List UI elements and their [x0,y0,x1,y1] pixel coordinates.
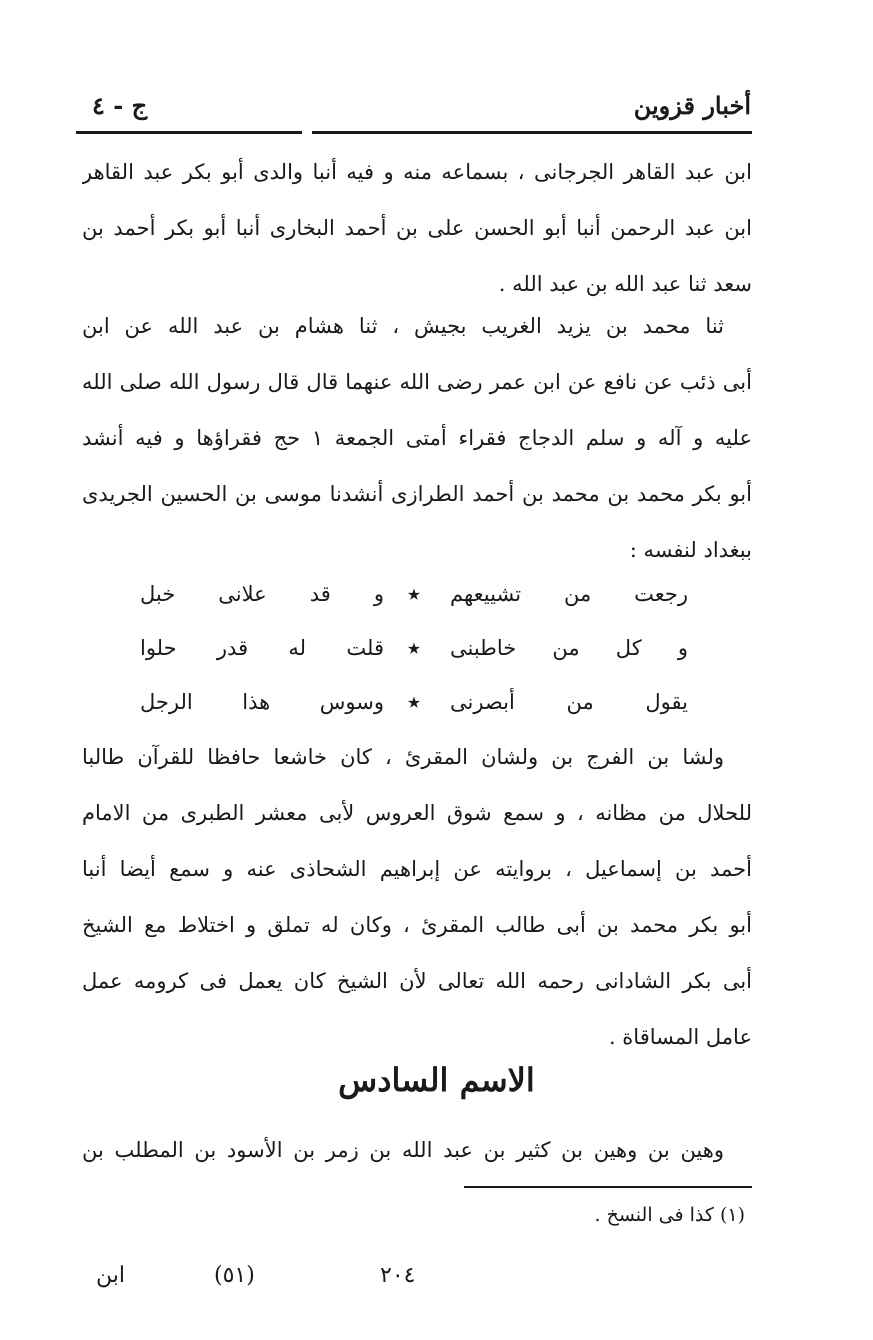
verse-separator: ٭ [408,635,420,660]
section-heading: الاسم السادس [338,1061,535,1099]
paragraph-hadith [82,298,752,578]
verse-first-hemistich: يقول من أبصرنى [450,690,688,714]
poem-verse [140,566,688,622]
footnote: (١) كذا فى النسخ . [594,1204,745,1226]
verse-second-hemistich: وسوس هذا الرجل [140,690,384,714]
text-line: وهين بن وهين بن كثير بن عبد الله بن زمر بن الأسود بن المطلب بن [82,1138,724,1162]
verse-first-hemistich: رجعت من تشييعهم [450,582,688,606]
catchword: ابن [96,1263,125,1288]
text-line: عامل المساقاة . [608,1025,752,1049]
poem-verse [140,620,688,676]
paragraph-entry [82,1122,752,1178]
paragraph-isnad [82,144,752,312]
verse-separator: ٭ [408,689,420,714]
paragraph-biography [82,729,752,1065]
footnote-rule [464,1186,752,1188]
text-line: ابن عبد القاهر الجرجانى ، بسماعه منه و فيه أنبا والدى أبو بكر عبد القاهر [82,160,752,184]
verse-separator: ٭ [408,581,420,606]
verse-second-hemistich: قلت له قدر حلوا [140,636,384,660]
page-number: ٢٠٤ [380,1263,416,1288]
text-line: أبو بكر محمد بن أبى طالب المقرئ ، وكان له تملق و اختلاط مع الشيخ [82,913,752,937]
signature-mark: (٥١) [214,1263,255,1288]
poem-verse [140,674,688,730]
text-line: أبى ذئب عن نافع عن ابن عمر رضى الله عنهما قال قال رسول الله صلى الله [82,370,752,394]
text-line: ثنا محمد بن يزيد الغريب بجيش ، ثنا هشام بن عبد الله عن ابن [82,314,724,338]
text-line: أبى بكر الشادانى رحمه الله تعالى لأن الشيخ كان يعمل فى كرومه عمل [82,969,752,993]
header-rule-left [76,131,302,134]
text-line: عليه و آله و سلم الدجاج فقراء أمتى الجمعة ١ حج فقراؤها و فيه أنشد [82,426,752,450]
text-line: للحلال من مظانه ، و سمع شوق العروس لأبى معشر الطبرى من الامام [82,801,752,825]
verse-first-hemistich: و كل من خاطبنى [450,636,688,660]
header-rule-right [312,131,752,134]
volume-label: ج - ٤ [92,91,148,120]
verse-second-hemistich: و قد علانى خبل [140,582,384,606]
text-line: ببغداد لنفسه : [629,538,752,562]
text-line: ابن عبد الرحمن أنبا أبو الحسن على بن أحمد البخارى أنبا أبو بكر أحمد بن [82,216,752,240]
text-line: ولشا بن الفرج بن ولشان المقرئ ، كان خاشعا حافظا للقرآن طالبا [82,745,724,769]
running-title: أخبار قزوين [633,91,751,120]
text-line: أحمد بن إسماعيل ، بروايته عن إبراهيم الشحاذى عنه و سمع أيضا أنبا [82,857,752,881]
text-line: سعد ثنا عبد الله بن عبد الله . [498,272,752,296]
text-line: أبو بكر محمد بن محمد بن أحمد الطرازى أنشدنا موسى بن الحسين الجريدى [82,482,752,506]
